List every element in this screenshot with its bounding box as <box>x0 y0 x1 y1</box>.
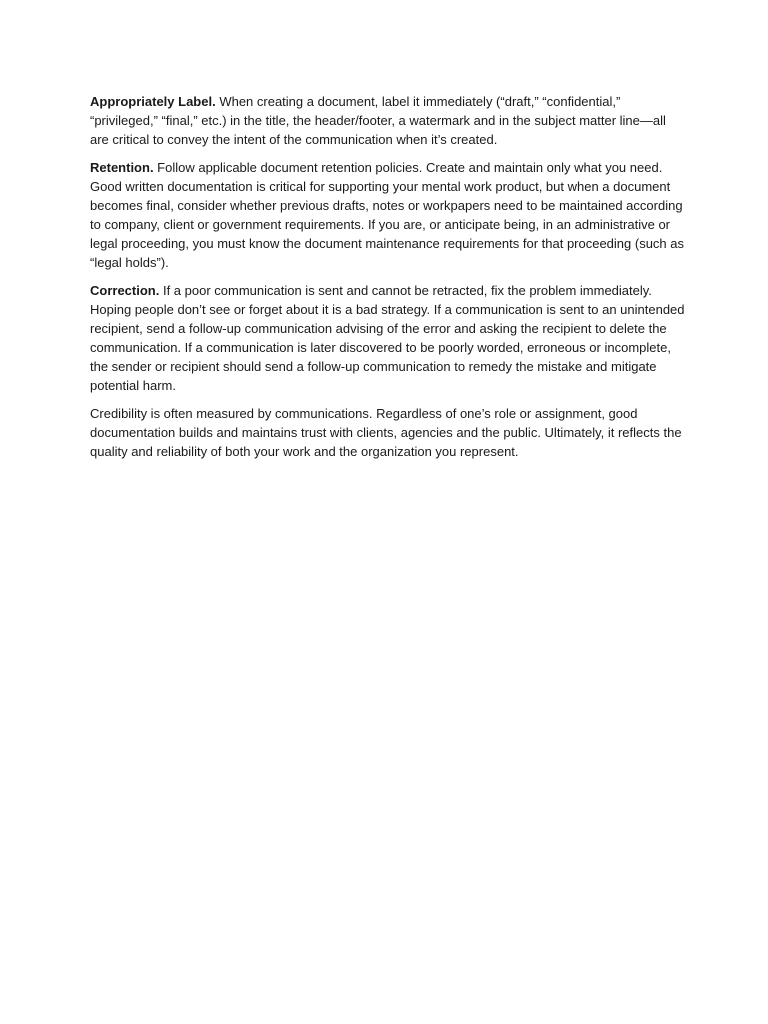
paragraph-heading: Appropriately Label. <box>90 94 216 109</box>
paragraph-credibility <box>90 404 686 461</box>
paragraph-heading: Correction. <box>90 283 160 298</box>
paragraph-retention <box>90 158 686 272</box>
paragraph-body: If a poor communication is sent and cannot be retracted, fix the problem immediately. Hoping people don’t see or forget about it is a bad strategy. If a communication is sent to an unintended recipient, send a follow-up communication advising of the error and asking the recipient to delete the communication. If a communication is later discovered to be poorly worded, erroneous or incomplete, the sender or recipient should send a follow-up communication to remedy the mistake and mitigate potential harm. <box>90 283 685 393</box>
paragraph-heading: Retention. <box>90 160 154 175</box>
paragraph-body: When creating a document, label it immediately (“draft,” “confidential,” “privileged,” “final,” etc.) in the title, the header/footer, a watermark and in the subject matter line—all are critical to convey the intent of the communication when it’s created. <box>90 94 666 147</box>
paragraph-body: Credibility is often measured by communications. Regardless of one’s role or assignment, good documentation builds and maintains trust with clients, agencies and the public. Ultimately, it reflects the quality and reliability of both your work and the organization you represent. <box>90 406 682 459</box>
paragraph-body: Follow applicable document retention policies. Create and maintain only what you need. Good written documentation is critical for supporting your mental work product, but when a document becomes final, consider whether previous drafts, notes or workpapers need to be maintained according to company, client or government requirements. If you are, or anticipate being, in an administrative or legal proceeding, you must know the document maintenance requirements for that proceeding (such as “legal holds”). <box>90 160 685 270</box>
document-page <box>90 92 686 470</box>
paragraph-appropriately-label <box>90 92 686 149</box>
paragraph-correction <box>90 281 686 395</box>
